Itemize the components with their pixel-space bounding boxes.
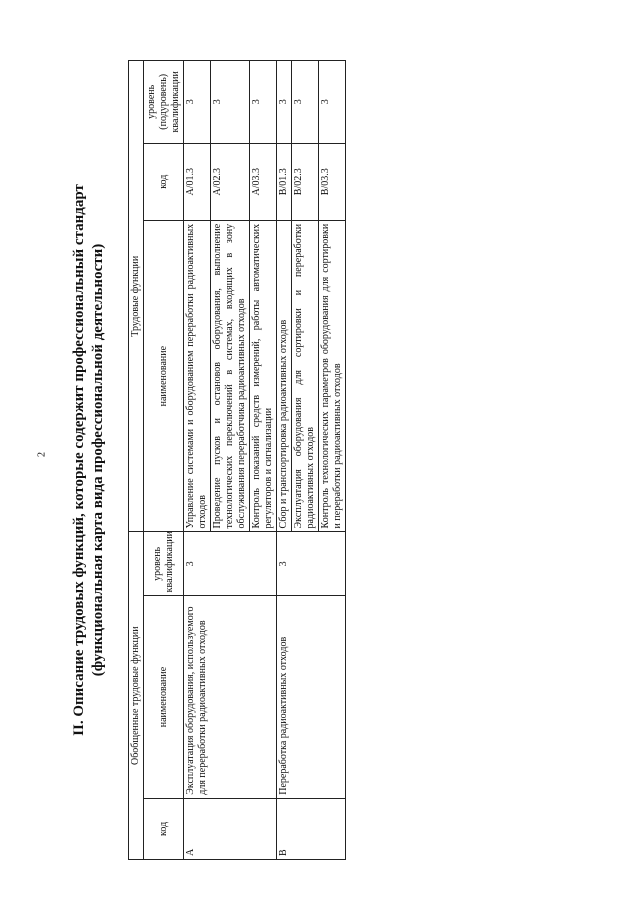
table-row <box>277 61 292 860</box>
function-name: Сбор и транспортировка радиоактивных отходов <box>277 220 292 532</box>
function-level: 3 <box>319 61 346 144</box>
group-level: 3 <box>277 532 346 596</box>
header-generalized: Обобщенные трудовые функции <box>129 532 144 860</box>
header-fn-code: код <box>144 143 184 220</box>
function-code: A/02.3 <box>211 143 250 220</box>
page-title <box>70 60 108 860</box>
header-level: уровень квалификации <box>144 532 184 596</box>
header-sublevel: уровень (подуровень) квалификации <box>144 61 184 144</box>
function-level: 3 <box>211 61 250 144</box>
header-row-1 <box>129 61 144 860</box>
function-code: B/01.3 <box>277 143 292 220</box>
group-name: Переработка радиоактивных отходов <box>277 596 346 798</box>
function-name: Контроль технологических параметров оборудования для сортировки и переработки радиоактивных отходов <box>319 220 346 532</box>
group-level: 3 <box>184 532 277 596</box>
functional-map-table <box>128 60 346 860</box>
function-level: 3 <box>184 61 211 144</box>
function-name: Контроль показаний средств измерений, работы автоматических регуляторов и сигнализации <box>250 220 277 532</box>
header-code: код <box>144 798 184 859</box>
function-level: 3 <box>250 61 277 144</box>
group-code: B <box>277 798 346 859</box>
function-code: B/02.3 <box>292 143 319 220</box>
header-name: наименование <box>144 596 184 798</box>
table-row <box>184 61 211 860</box>
header-row-2 <box>144 61 184 860</box>
page-number: 2 <box>36 452 48 457</box>
function-name: Проведение пусков и остановов оборудования, выполнение технологических переключений в системах, входящих в зону обслуживания переработчика радиоактивных отходов <box>211 220 250 532</box>
rotated-content <box>70 60 600 860</box>
title-line-1: II. Описание трудовых функций, которые содержит профессиональный стандарт <box>71 184 87 736</box>
function-name: Эксплуатация оборудования для сортировки и переработки радиоактивных отходов <box>292 220 319 532</box>
function-code: B/03.3 <box>319 143 346 220</box>
function-level: 3 <box>292 61 319 144</box>
title-line-2: (функциональная карта вида профессиональной деятельности) <box>90 243 106 677</box>
function-level: 3 <box>277 61 292 144</box>
group-name: Эксплуатация оборудования, используемого для переработки радиоактивных отходов <box>184 596 277 798</box>
header-functions: Трудовые функции <box>129 61 144 532</box>
group-code: A <box>184 798 277 859</box>
function-code: A/01.3 <box>184 143 211 220</box>
header-fn-name: наименование <box>144 220 184 532</box>
function-name: Управление системами и оборудованием переработки радиоактивных отходов <box>184 220 211 532</box>
function-code: A/03.3 <box>250 143 277 220</box>
